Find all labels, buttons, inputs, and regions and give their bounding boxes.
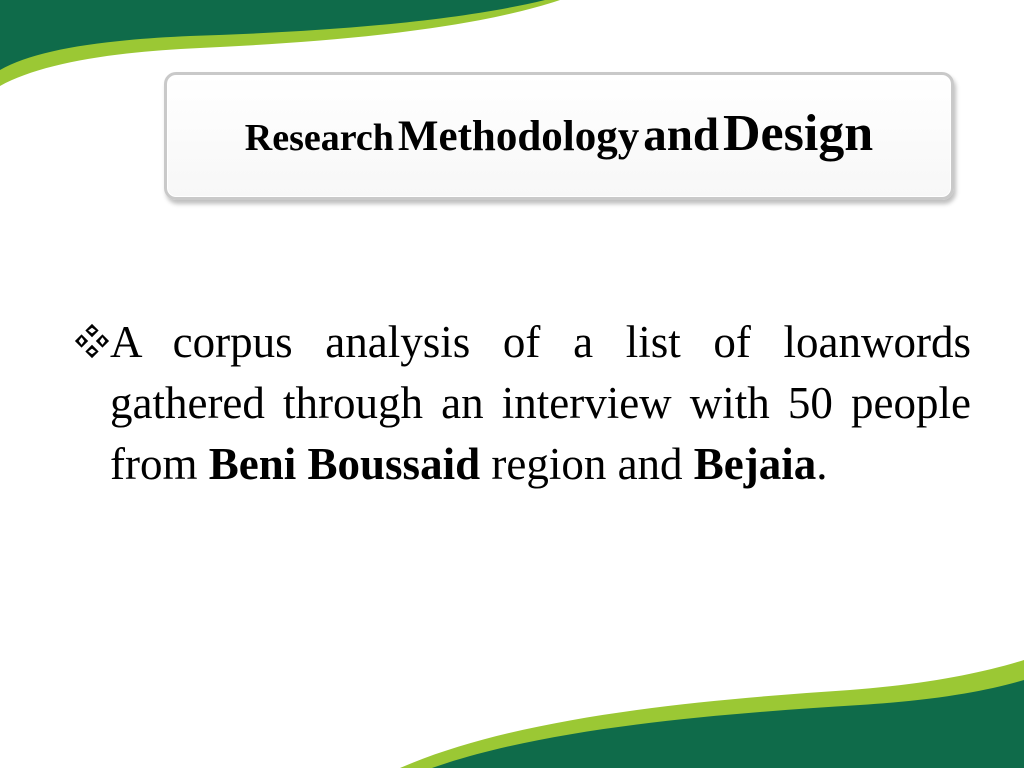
- four-diamond-icon: [73, 322, 111, 360]
- title-word-methodology: Methodology: [397, 112, 640, 160]
- bullet-text-part-3: .: [816, 439, 828, 489]
- bullet-bold-beni-boussaid: Beni Boussaid: [208, 439, 481, 489]
- bullet-text-part-1: A corpus analysis of a list of loanwords gathered through an interview with 50 people from: [110, 317, 971, 489]
- bullet-bold-bejaia: Bejaia: [693, 439, 817, 489]
- title-word-and: and: [643, 108, 719, 161]
- bullet-point: [73, 312, 973, 495]
- slide-title: [245, 104, 873, 163]
- bullet-text-part-2: region and: [480, 439, 694, 489]
- bullet-text: [110, 312, 971, 495]
- title-word-design: Design: [722, 104, 874, 162]
- title-word-research: Research: [244, 116, 394, 159]
- title-box: [164, 72, 954, 200]
